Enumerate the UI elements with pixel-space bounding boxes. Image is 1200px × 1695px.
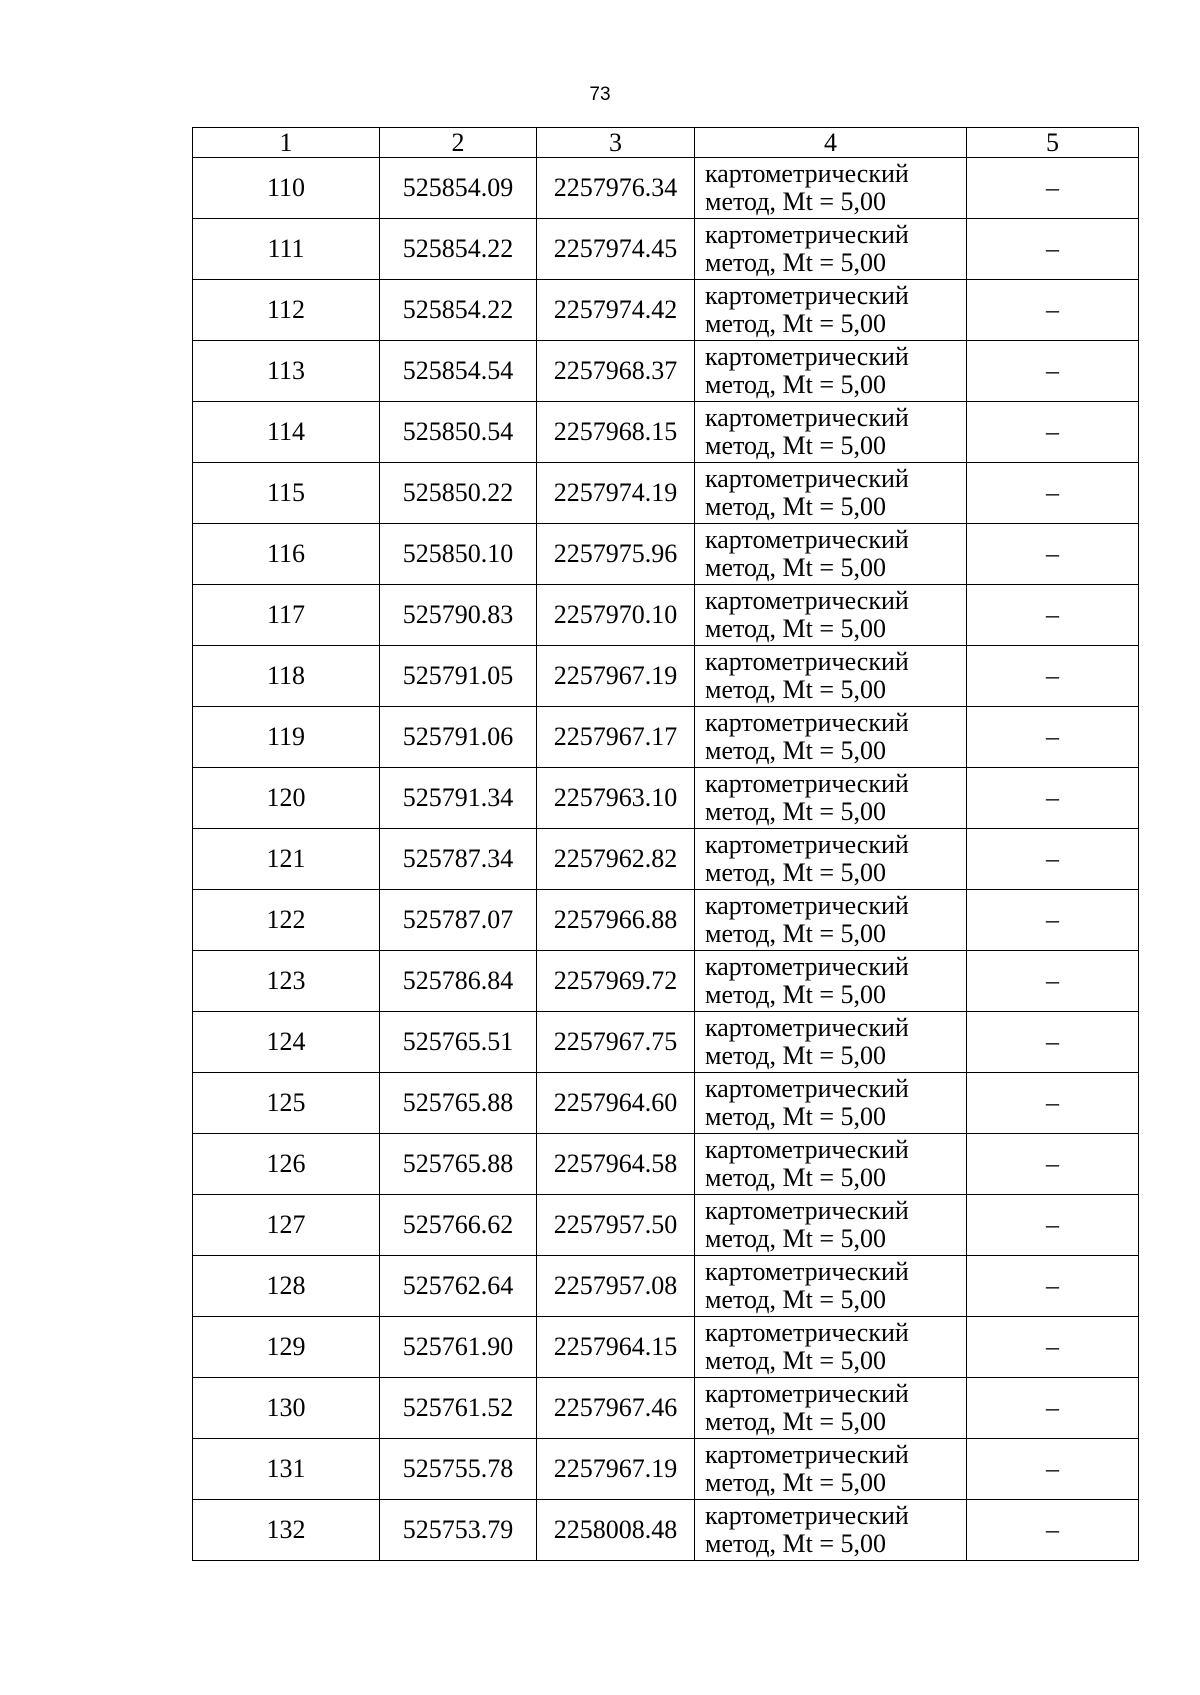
method-text-line-1: картометрический: [705, 1318, 909, 1347]
y-coordinate-cell: 2257967.19: [537, 646, 695, 707]
y-coordinate-cell: 2257957.50: [537, 1195, 695, 1256]
table-row: [193, 1500, 1139, 1561]
x-coordinate-cell: 525854.22: [380, 219, 537, 280]
method-cell: [695, 951, 967, 1012]
method-text-line-1: картометрический: [705, 891, 909, 920]
table-row: [193, 1073, 1139, 1134]
table-row: [193, 768, 1139, 829]
method-cell: [695, 219, 967, 280]
method-text-line-1: картометрический: [705, 1379, 909, 1408]
note-cell: –: [967, 1195, 1139, 1256]
table-body: [193, 158, 1139, 1561]
method-text-line-2: метод, Mt = 5,00: [705, 675, 886, 704]
x-coordinate-cell: 525786.84: [380, 951, 537, 1012]
table-row: [193, 524, 1139, 585]
y-coordinate-cell: 2257974.19: [537, 463, 695, 524]
y-coordinate-cell: 2257967.75: [537, 1012, 695, 1073]
y-coordinate-cell: 2257970.10: [537, 585, 695, 646]
method-cell: [695, 524, 967, 585]
note-cell: –: [967, 219, 1139, 280]
table-row: [193, 1195, 1139, 1256]
method-text-line-1: картометрический: [705, 1196, 909, 1225]
point-number-cell: 118: [193, 646, 380, 707]
note-cell: –: [967, 1134, 1139, 1195]
table-row: [193, 829, 1139, 890]
table-row: [193, 1134, 1139, 1195]
y-coordinate-cell: 2257957.08: [537, 1256, 695, 1317]
note-cell: –: [967, 1500, 1139, 1561]
x-coordinate-cell: 525791.06: [380, 707, 537, 768]
method-text-line-1: картометрический: [705, 830, 909, 859]
method-text-line-2: метод, Mt = 5,00: [705, 736, 886, 765]
note-cell: –: [967, 158, 1139, 219]
x-coordinate-cell: 525854.22: [380, 280, 537, 341]
note-cell: –: [967, 402, 1139, 463]
x-coordinate-cell: 525753.79: [380, 1500, 537, 1561]
table-row: [193, 1378, 1139, 1439]
x-coordinate-cell: 525850.10: [380, 524, 537, 585]
note-cell: –: [967, 341, 1139, 402]
table-row: [193, 341, 1139, 402]
point-number-cell: 132: [193, 1500, 380, 1561]
method-text-line-2: метод, Mt = 5,00: [705, 553, 886, 582]
x-coordinate-cell: 525766.62: [380, 1195, 537, 1256]
method-cell: [695, 1439, 967, 1500]
x-coordinate-cell: 525854.09: [380, 158, 537, 219]
point-number-cell: 131: [193, 1439, 380, 1500]
point-number-cell: 127: [193, 1195, 380, 1256]
method-text-line-1: картометрический: [705, 586, 909, 615]
method-cell: [695, 707, 967, 768]
x-coordinate-cell: 525850.54: [380, 402, 537, 463]
point-number-cell: 110: [193, 158, 380, 219]
page-number: 73: [589, 84, 611, 105]
y-coordinate-cell: 2257963.10: [537, 768, 695, 829]
method-cell: [695, 1378, 967, 1439]
point-number-cell: 121: [193, 829, 380, 890]
method-text-line-1: картометрический: [705, 281, 909, 310]
y-coordinate-cell: 2257962.82: [537, 829, 695, 890]
header-cell-2: 2: [380, 128, 537, 158]
y-coordinate-cell: 2257968.15: [537, 402, 695, 463]
header-cell-1: 1: [193, 128, 380, 158]
note-cell: –: [967, 1317, 1139, 1378]
table-row: [193, 1012, 1139, 1073]
method-text-line-1: картометрический: [705, 342, 909, 371]
y-coordinate-cell: 2257976.34: [537, 158, 695, 219]
method-text-line-1: картометрический: [705, 464, 909, 493]
method-cell: [695, 341, 967, 402]
point-number-cell: 117: [193, 585, 380, 646]
note-cell: –: [967, 1256, 1139, 1317]
table-row: [193, 402, 1139, 463]
y-coordinate-cell: 2257974.42: [537, 280, 695, 341]
note-cell: –: [967, 707, 1139, 768]
method-text-line-2: метод, Mt = 5,00: [705, 1407, 886, 1436]
method-cell: [695, 1500, 967, 1561]
method-text-line-1: картометрический: [705, 525, 909, 554]
x-coordinate-cell: 525765.88: [380, 1073, 537, 1134]
method-text-line-1: картометрический: [705, 1135, 909, 1164]
x-coordinate-cell: 525765.88: [380, 1134, 537, 1195]
table-row: [193, 707, 1139, 768]
y-coordinate-cell: 2257967.46: [537, 1378, 695, 1439]
method-cell: [695, 646, 967, 707]
point-number-cell: 113: [193, 341, 380, 402]
table-row: [193, 1439, 1139, 1500]
y-coordinate-cell: 2257964.15: [537, 1317, 695, 1378]
x-coordinate-cell: 525854.54: [380, 341, 537, 402]
method-cell: [695, 402, 967, 463]
point-number-cell: 128: [193, 1256, 380, 1317]
x-coordinate-cell: 525761.90: [380, 1317, 537, 1378]
note-cell: –: [967, 585, 1139, 646]
header-cell-4: 4: [695, 128, 967, 158]
note-cell: –: [967, 768, 1139, 829]
method-text-line-2: метод, Mt = 5,00: [705, 492, 886, 521]
x-coordinate-cell: 525755.78: [380, 1439, 537, 1500]
note-cell: –: [967, 1073, 1139, 1134]
table-row: [193, 158, 1139, 219]
point-number-cell: 122: [193, 890, 380, 951]
method-cell: [695, 585, 967, 646]
method-text-line-1: картометрический: [705, 647, 909, 676]
method-cell: [695, 1317, 967, 1378]
method-cell: [695, 1134, 967, 1195]
y-coordinate-cell: 2257964.58: [537, 1134, 695, 1195]
point-number-cell: 115: [193, 463, 380, 524]
point-number-cell: 119: [193, 707, 380, 768]
x-coordinate-cell: 525765.51: [380, 1012, 537, 1073]
method-text-line-2: метод, Mt = 5,00: [705, 1346, 886, 1375]
method-text-line-2: метод, Mt = 5,00: [705, 309, 886, 338]
x-coordinate-cell: 525762.64: [380, 1256, 537, 1317]
point-number-cell: 114: [193, 402, 380, 463]
table-row: [193, 890, 1139, 951]
y-coordinate-cell: 2257968.37: [537, 341, 695, 402]
method-text-line-2: метод, Mt = 5,00: [705, 248, 886, 277]
x-coordinate-cell: 525787.07: [380, 890, 537, 951]
method-text-line-1: картометрический: [705, 1501, 909, 1530]
method-text-line-2: метод, Mt = 5,00: [705, 1468, 886, 1497]
point-number-cell: 125: [193, 1073, 380, 1134]
method-text-line-2: метод, Mt = 5,00: [705, 1285, 886, 1314]
note-cell: –: [967, 951, 1139, 1012]
method-text-line-2: метод, Mt = 5,00: [705, 614, 886, 643]
table-row: [193, 951, 1139, 1012]
point-number-cell: 116: [193, 524, 380, 585]
table-row: [193, 219, 1139, 280]
method-cell: [695, 768, 967, 829]
note-cell: –: [967, 463, 1139, 524]
method-cell: [695, 1012, 967, 1073]
method-text-line-1: картометрический: [705, 1074, 909, 1103]
table-header: [193, 128, 1139, 158]
x-coordinate-cell: 525791.34: [380, 768, 537, 829]
x-coordinate-cell: 525761.52: [380, 1378, 537, 1439]
method-cell: [695, 463, 967, 524]
method-text-line-2: метод, Mt = 5,00: [705, 187, 886, 216]
method-text-line-2: метод, Mt = 5,00: [705, 797, 886, 826]
method-text-line-2: метод, Mt = 5,00: [705, 370, 886, 399]
method-text-line-1: картометрический: [705, 1440, 909, 1469]
method-text-line-1: картометрический: [705, 1257, 909, 1286]
method-text-line-1: картометрический: [705, 952, 909, 981]
method-text-line-1: картометрический: [705, 769, 909, 798]
table-row: [193, 463, 1139, 524]
point-number-cell: 112: [193, 280, 380, 341]
method-text-line-2: метод, Mt = 5,00: [705, 1163, 886, 1192]
method-text-line-2: метод, Mt = 5,00: [705, 980, 886, 1009]
table-row: [193, 585, 1139, 646]
method-text-line-1: картометрический: [705, 708, 909, 737]
method-cell: [695, 1073, 967, 1134]
x-coordinate-cell: 525790.83: [380, 585, 537, 646]
point-number-cell: 126: [193, 1134, 380, 1195]
method-text-line-2: метод, Mt = 5,00: [705, 1529, 886, 1558]
note-cell: –: [967, 280, 1139, 341]
point-number-cell: 130: [193, 1378, 380, 1439]
note-cell: –: [967, 1439, 1139, 1500]
point-number-cell: 124: [193, 1012, 380, 1073]
y-coordinate-cell: 2257974.45: [537, 219, 695, 280]
y-coordinate-cell: 2257969.72: [537, 951, 695, 1012]
x-coordinate-cell: 525850.22: [380, 463, 537, 524]
method-text-line-2: метод, Mt = 5,00: [705, 1224, 886, 1253]
method-cell: [695, 890, 967, 951]
method-cell: [695, 280, 967, 341]
method-text-line-2: метод, Mt = 5,00: [705, 858, 886, 887]
y-coordinate-cell: 2257964.60: [537, 1073, 695, 1134]
method-text-line-2: метод, Mt = 5,00: [705, 1102, 886, 1131]
method-cell: [695, 158, 967, 219]
table-row: [193, 646, 1139, 707]
x-coordinate-cell: 525791.05: [380, 646, 537, 707]
method-cell: [695, 1195, 967, 1256]
method-text-line-2: метод, Mt = 5,00: [705, 1041, 886, 1070]
note-cell: –: [967, 524, 1139, 585]
method-text-line-1: картометрический: [705, 220, 909, 249]
y-coordinate-cell: 2257967.17: [537, 707, 695, 768]
method-cell: [695, 1256, 967, 1317]
coordinates-table: [192, 127, 1139, 1561]
point-number-cell: 129: [193, 1317, 380, 1378]
y-coordinate-cell: 2257975.96: [537, 524, 695, 585]
header-row: [193, 128, 1139, 158]
table-row: [193, 1256, 1139, 1317]
y-coordinate-cell: 2257967.19: [537, 1439, 695, 1500]
method-text-line-1: картометрический: [705, 1013, 909, 1042]
point-number-cell: 111: [193, 219, 380, 280]
note-cell: –: [967, 890, 1139, 951]
table-row: [193, 1317, 1139, 1378]
note-cell: –: [967, 1378, 1139, 1439]
note-cell: –: [967, 646, 1139, 707]
point-number-cell: 120: [193, 768, 380, 829]
method-text-line-1: картометрический: [705, 403, 909, 432]
note-cell: –: [967, 1012, 1139, 1073]
x-coordinate-cell: 525787.34: [380, 829, 537, 890]
method-text-line-2: метод, Mt = 5,00: [705, 431, 886, 460]
note-cell: –: [967, 829, 1139, 890]
method-cell: [695, 829, 967, 890]
header-cell-3: 3: [537, 128, 695, 158]
y-coordinate-cell: 2257966.88: [537, 890, 695, 951]
method-text-line-2: метод, Mt = 5,00: [705, 919, 886, 948]
header-cell-5: 5: [967, 128, 1139, 158]
y-coordinate-cell: 2258008.48: [537, 1500, 695, 1561]
point-number-cell: 123: [193, 951, 380, 1012]
method-text-line-1: картометрический: [705, 159, 909, 188]
table-row: [193, 280, 1139, 341]
